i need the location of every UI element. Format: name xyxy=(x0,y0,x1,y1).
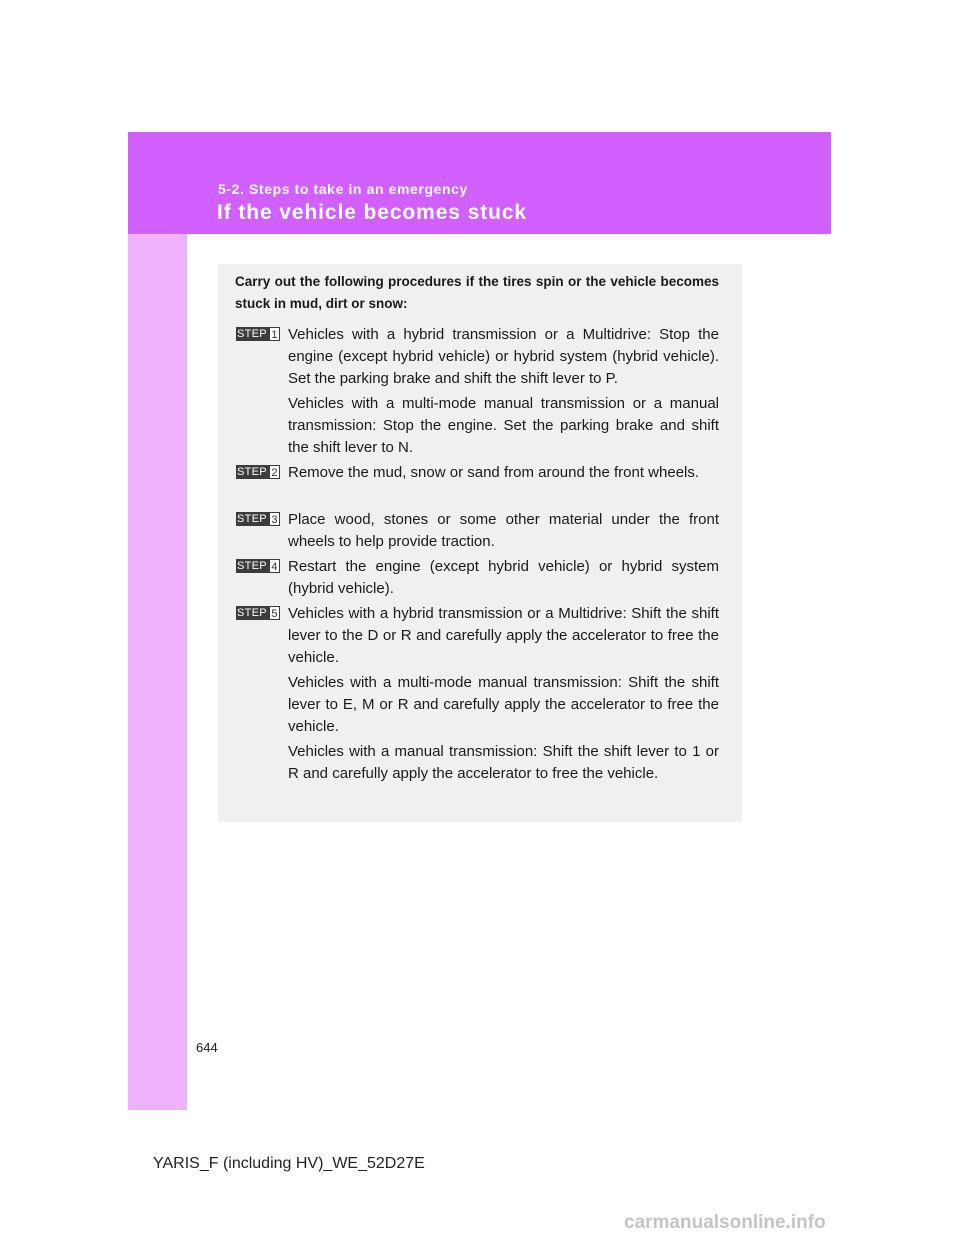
step-2-badge xyxy=(236,465,280,479)
step-badge-number: 4 xyxy=(269,559,280,573)
step-badge-number: 3 xyxy=(269,512,280,526)
step-badge-number: 5 xyxy=(269,606,280,620)
step-5-badge xyxy=(236,606,280,620)
step-3-badge xyxy=(236,512,280,526)
watermark-text: carmanualsonline.info xyxy=(624,1212,826,1233)
step-1-text-2: Vehicles with a multi-mode manual transmission or a manual transmission: Stop the engine. Set the parking brake and shift the shift lever to N. xyxy=(288,395,719,456)
page-title: If the vehicle becomes stuck xyxy=(217,201,527,224)
step-badge-label: STEP xyxy=(237,466,267,478)
intro-text: Carry out the following procedures if the tires spin or the vehicle becomes stuck in mud, dirt or snow: xyxy=(235,274,719,311)
step-5-text: Vehicles with a hybrid transmission or a Multidrive: Shift the shift lever to the D or R and carefully apply the accelerator to free the vehicle. xyxy=(288,605,719,666)
step-badge-number: 2 xyxy=(269,465,280,479)
step-4-badge xyxy=(236,559,280,573)
chapter-sidebar-tab xyxy=(128,132,187,1110)
step-1-text: Vehicles with a hybrid transmission or a Multidrive: Stop the engine (except hybrid vehicle) or hybrid system (hybrid vehicle). Set the parking brake and shift the shift lever to P. xyxy=(288,326,719,387)
step-4-text: Restart the engine (except hybrid vehicle) or hybrid system (hybrid vehicle). xyxy=(288,558,719,597)
step-2-text: Remove the mud, snow or sand from around the front wheels. xyxy=(288,464,700,481)
step-badge-label: STEP xyxy=(237,560,267,572)
step-badge-label: STEP xyxy=(237,513,267,525)
step-badge-label: STEP xyxy=(237,328,267,340)
step-badge-number: 1 xyxy=(269,327,280,341)
document-footer: YARIS_F (including HV)_WE_52D27E xyxy=(153,1155,425,1172)
step-1-badge xyxy=(236,327,280,341)
step-5-text-3: Vehicles with a manual transmission: Shift the shift lever to 1 or R and carefully apply the accelerator to free the vehicle. xyxy=(288,743,719,782)
step-5-text-2: Vehicles with a multi-mode manual transmission: Shift the shift lever to E, M or R and carefully apply the accelerator to free the vehicle. xyxy=(288,674,719,735)
step-3-text: Place wood, stones or some other material under the front wheels to help provide traction. xyxy=(288,511,719,550)
step-badge-label: STEP xyxy=(237,607,267,619)
page-number: 644 xyxy=(196,1040,218,1055)
section-label: 5-2. Steps to take in an emergency xyxy=(218,181,468,197)
